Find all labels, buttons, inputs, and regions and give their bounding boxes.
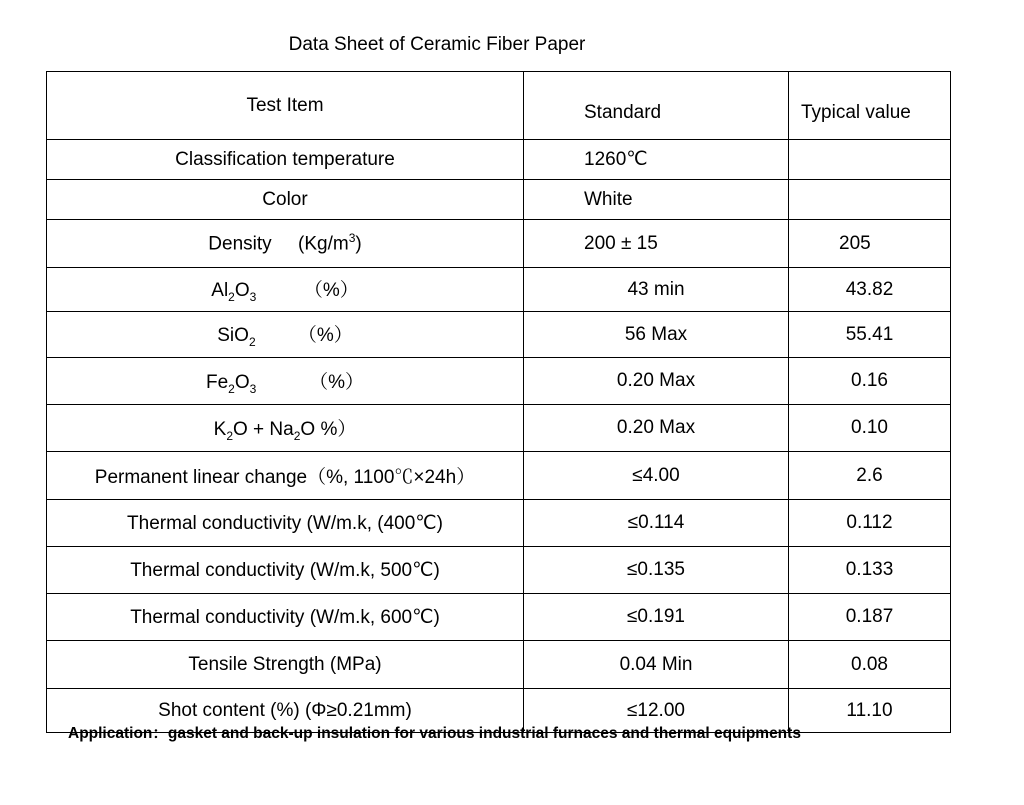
table-row [47,500,951,547]
item-text: Fe [205,371,229,393]
page-title: Data Sheet of Ceramic Fiber Paper [288,34,586,55]
item-subscript: 2 [293,428,301,443]
item-text: （%） [255,325,353,347]
table-row [47,594,951,641]
table-header-row [47,72,951,140]
cell-typical: 0.112 [789,500,951,547]
cell-typical [789,140,951,180]
cell-typical: 55.41 [789,312,951,358]
cell-item: Thermal conductivity (W/m.k, (400℃) [47,500,524,547]
cell-standard: ≤0.114 [524,500,789,547]
table-row [47,452,951,500]
table-row [47,405,951,452]
table-row [47,547,951,594]
cell-item [47,358,524,405]
table-row [47,312,951,358]
item-subscript: 2 [248,334,256,349]
item-subscript: 3 [249,381,257,396]
item-text: Density (Kg/m [208,233,349,255]
cell-item [47,220,524,268]
cell-item: Thermal conductivity (W/m.k, 600℃) [47,594,524,641]
cell-typical [789,180,951,220]
table-row [47,358,951,405]
item-text: （%） [256,280,359,302]
header-typical-value: Typical value [789,72,951,140]
cell-standard: ≤4.00 [524,452,789,500]
cell-standard: 0.20 Max [524,405,789,452]
item-text: O [234,280,250,302]
cell-standard: 0.20 Max [524,358,789,405]
cell-item: Color [47,180,524,220]
item-subscript: 2 [228,289,235,304]
item-subscript: 3 [249,289,257,304]
cell-item [47,268,524,312]
cell-standard: 1260℃ [524,140,789,180]
table-row [47,140,951,180]
item-text: ) [355,233,362,255]
cell-item: Permanent linear change（%, 1100℃×24h） [47,452,524,500]
cell-standard: 200 ± 15 [524,220,789,268]
item-text: K [213,418,227,440]
cell-typical: 2.6 [789,452,951,500]
cell-item: Thermal conductivity (W/m.k, 500℃) [47,547,524,594]
cell-standard: ≤12.00 [524,689,789,733]
cell-typical: 205 [789,220,951,268]
item-subscript: 2 [228,381,235,396]
cell-standard: White [524,180,789,220]
cell-typical: 0.133 [789,547,951,594]
cell-item [47,405,524,452]
item-text: （%） [256,371,365,393]
cell-standard: 56 Max [524,312,789,358]
cell-typical: 0.08 [789,641,951,689]
cell-standard: ≤0.135 [524,547,789,594]
item-text: Al [211,280,229,302]
header-test-item: Test Item [47,72,524,140]
cell-item: Shot content (%) (Φ≥0.21mm) [47,689,524,733]
cell-typical: 11.10 [789,689,951,733]
item-text: SiO [217,325,249,347]
cell-item [47,312,524,358]
item-text: O [234,371,250,393]
cell-standard: 43 min [524,268,789,312]
application-note: Application：gasket and back-up insulation for various industrial furnaces and thermal equipments [68,725,801,742]
item-subscript: 2 [226,428,233,443]
data-sheet-table [46,71,951,733]
table-row [47,180,951,220]
cell-standard: 0.04 Min [524,641,789,689]
cell-typical: 0.16 [789,358,951,405]
cell-typical: 0.187 [789,594,951,641]
cell-standard: ≤0.191 [524,594,789,641]
cell-item: Classification temperature [47,140,524,180]
item-text: O + Na [233,418,294,440]
table-row [47,641,951,689]
item-superscript: 3 [348,231,356,246]
cell-typical: 0.10 [789,405,951,452]
item-text: O %） [300,418,357,440]
table-row [47,268,951,312]
cell-item: Tensile Strength (MPa) [47,641,524,689]
header-standard: Standard [524,72,789,140]
table-row [47,220,951,268]
cell-typical: 43.82 [789,268,951,312]
